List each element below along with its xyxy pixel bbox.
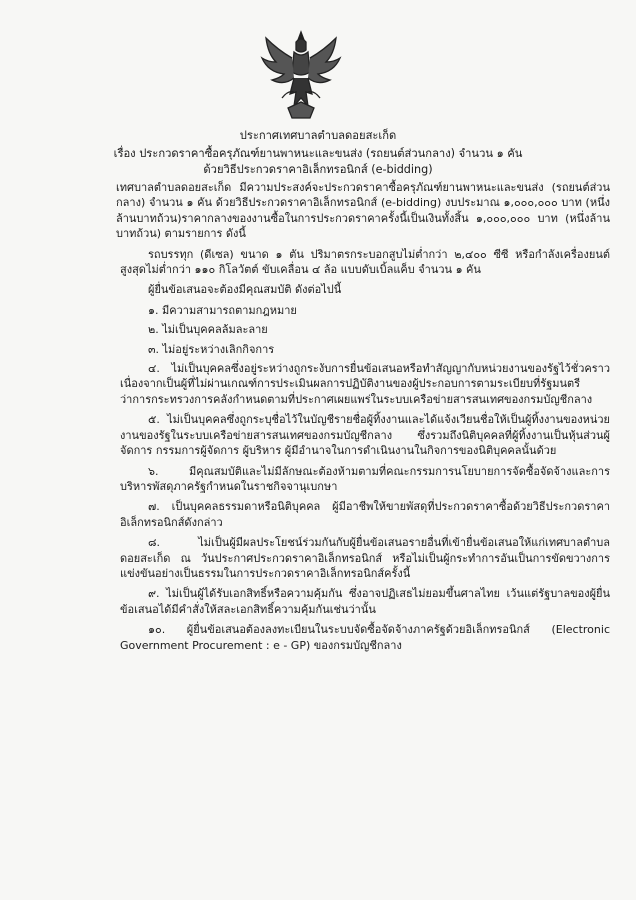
- qualification-item: ๒. ไม่เป็นบุคคลล้มละลาย: [148, 323, 268, 337]
- qualification-item: ๑. มีความสามารถตามกฎหมาย: [148, 303, 297, 317]
- qualification-item: ๗. เป็นบุคคลธรรมดาหรือนิติบุคคล ผู้มีอาชีพให้ขายพัสดุที่ประกวดราคาซื้อด้วยวิธีประกวดราคาอิเล็กทรอนิกส์ดังกล่าว: [120, 500, 610, 529]
- qualification-item: ๑๐. ผู้ยื่นข้อเสนอต้องลงทะเบียนในระบบจัดซื้อจัดจ้างภาครัฐด้วยอิเล็กทรอนิกส์ (Electronic Government Procurement : e - GP) ของกรมบัญชีกลาง: [120, 623, 610, 652]
- qualification-item: ๔. ไม่เป็นบุคคลซึ่งอยู่ระหว่างถูกระงับการยื่นข้อเสนอหรือทำสัญญากับหน่วยงานของรัฐไว้ชั่วคราว เนื่องจากเป็นผู้ที่ไม่ผ่านเกณฑ์การประเมินผลการปฏิบัติงานของผู้ประกอบการตามระเบียบที่รัฐมนตรีว่าการกระทรวงการคลังกำหนดตามที่ประกาศเผยแพร่ในระบบเครือข่ายสารสนเทศของกรมบัญชีกลาง: [120, 362, 610, 406]
- qualification-item: ๘. ไม่เป็นผู้มีผลประโยชน์ร่วมกันกับผู้ยื่นข้อเสนอรายอื่นที่เข้ายื่นข้อเสนอให้แก่เทศบาลตำบลดอยสะเก็ด ณ วันประกาศประกวดราคาอิเล็กทรอนิกส์ หรือไม่เป็นผู้กระทำการอันเป็นการขัดขวางการแข่งขันอย่างเป็นธรรมในการประกวดราคาอิเล็กทรอนิกส์ครั้งนี้: [120, 536, 610, 580]
- qualification-item: ๕. ไม่เป็นบุคคลซึ่งถูกระบุชื่อไว้ในบัญชีรายชื่อผู้ทิ้งงานและได้แจ้งเวียนชื่อให้เป็นผู้ทิ้งงานของหน่วยงานของรัฐในระบบเครือข่ายสารสนเทศของกรมบัญชีกลาง ซึ่งรวมถึงนิติบุคคลที่ผู้ทิ้งงานเป็นหุ้นส่วนผู้จัดการ กรรมการผู้จัดการ ผู้บริหาร ผู้มีอำนาจในการดำเนินงานในกิจการของนิติบุคคลนั้นด้วย: [120, 413, 610, 458]
- announcement-title: ประกาศเทศบาลตำบลดอยสะเก็ด: [239, 129, 397, 142]
- qualification-item: ๙. ไม่เป็นผู้ได้รับเอกสิทธิ์หรือความคุ้มกัน ซึ่งอาจปฏิเสธไม่ยอมขึ้นศาลไทย เว้นแต่รัฐบาลของผู้ยื่นข้อเสนอได้มีคำสั่งให้สละเอกสิทธิ์ความคุ้มกันเช่นว่านั้น: [120, 587, 610, 616]
- qualification-item: ๖. มีคุณสมบัติและไม่มีลักษณะต้องห้ามตามที่คณะกรรมการนโยบายการจัดซื้อจัดจ้างและการบริหารพัสดุภาครัฐกำหนดในราชกิจจานุเบกษา: [120, 464, 610, 493]
- garuda-emblem-icon: [258, 28, 344, 124]
- announcement-method: ด้วยวิธีประกวดราคาอิเล็กทรอนิกส์ (e-bidding): [203, 163, 433, 176]
- announcement-body: [116, 180, 610, 658]
- spec-paragraph: รถบรรทุก (ดีเซล) ขนาด ๑ ตัน ปริมาตรกระบอกสูบไม่ต่ำกว่า ๒,๔๐๐ ซีซี หรือกำลังเครื่องยนต์สูงสุดไม่ต่ำกว่า ๑๑๐ กิโลวัตต์ ขับเคลื่อน ๔ ล้อ แบบดับเบิ้ลแค็บ จำนวน ๑ คัน: [120, 247, 610, 277]
- announcement-subject: เรื่อง ประกวดราคาซื้อครุภัณฑ์ยานพาหนะและขนส่ง (รถยนต์ส่วนกลาง) จำนวน ๑ คัน: [113, 147, 523, 160]
- intro-paragraph: เทศบาลตำบลดอยสะเก็ด มีความประสงค์จะประกวดราคาซื้อครุภัณฑ์ยานพาหนะและขนส่ง (รถยนต์ส่วนกลาง) จำนวน ๑ คัน ด้วยวิธีประกวดราคาอิเล็กทรอนิกส์ (e-bidding) งบประมาณ ๑,๐๐๐,๐๐๐ บาท (หนึ่งล้านบาทถ้วน)ราคากลางของงานซื้อในการประกวดราคาครั้งนี้เป็นเงินทั้งสิ้น ๑,๐๐๐,๐๐๐ บาท (หนึ่งล้านบาทถ้วน) ตามรายการ ดังนี้: [116, 181, 610, 241]
- qualification-item: ๓. ไม่อยู่ระหว่างเลิกกิจการ: [148, 342, 275, 356]
- qualification-heading: ผู้ยื่นข้อเสนอจะต้องมีคุณสมบัติ ดังต่อไปนี้: [148, 283, 342, 297]
